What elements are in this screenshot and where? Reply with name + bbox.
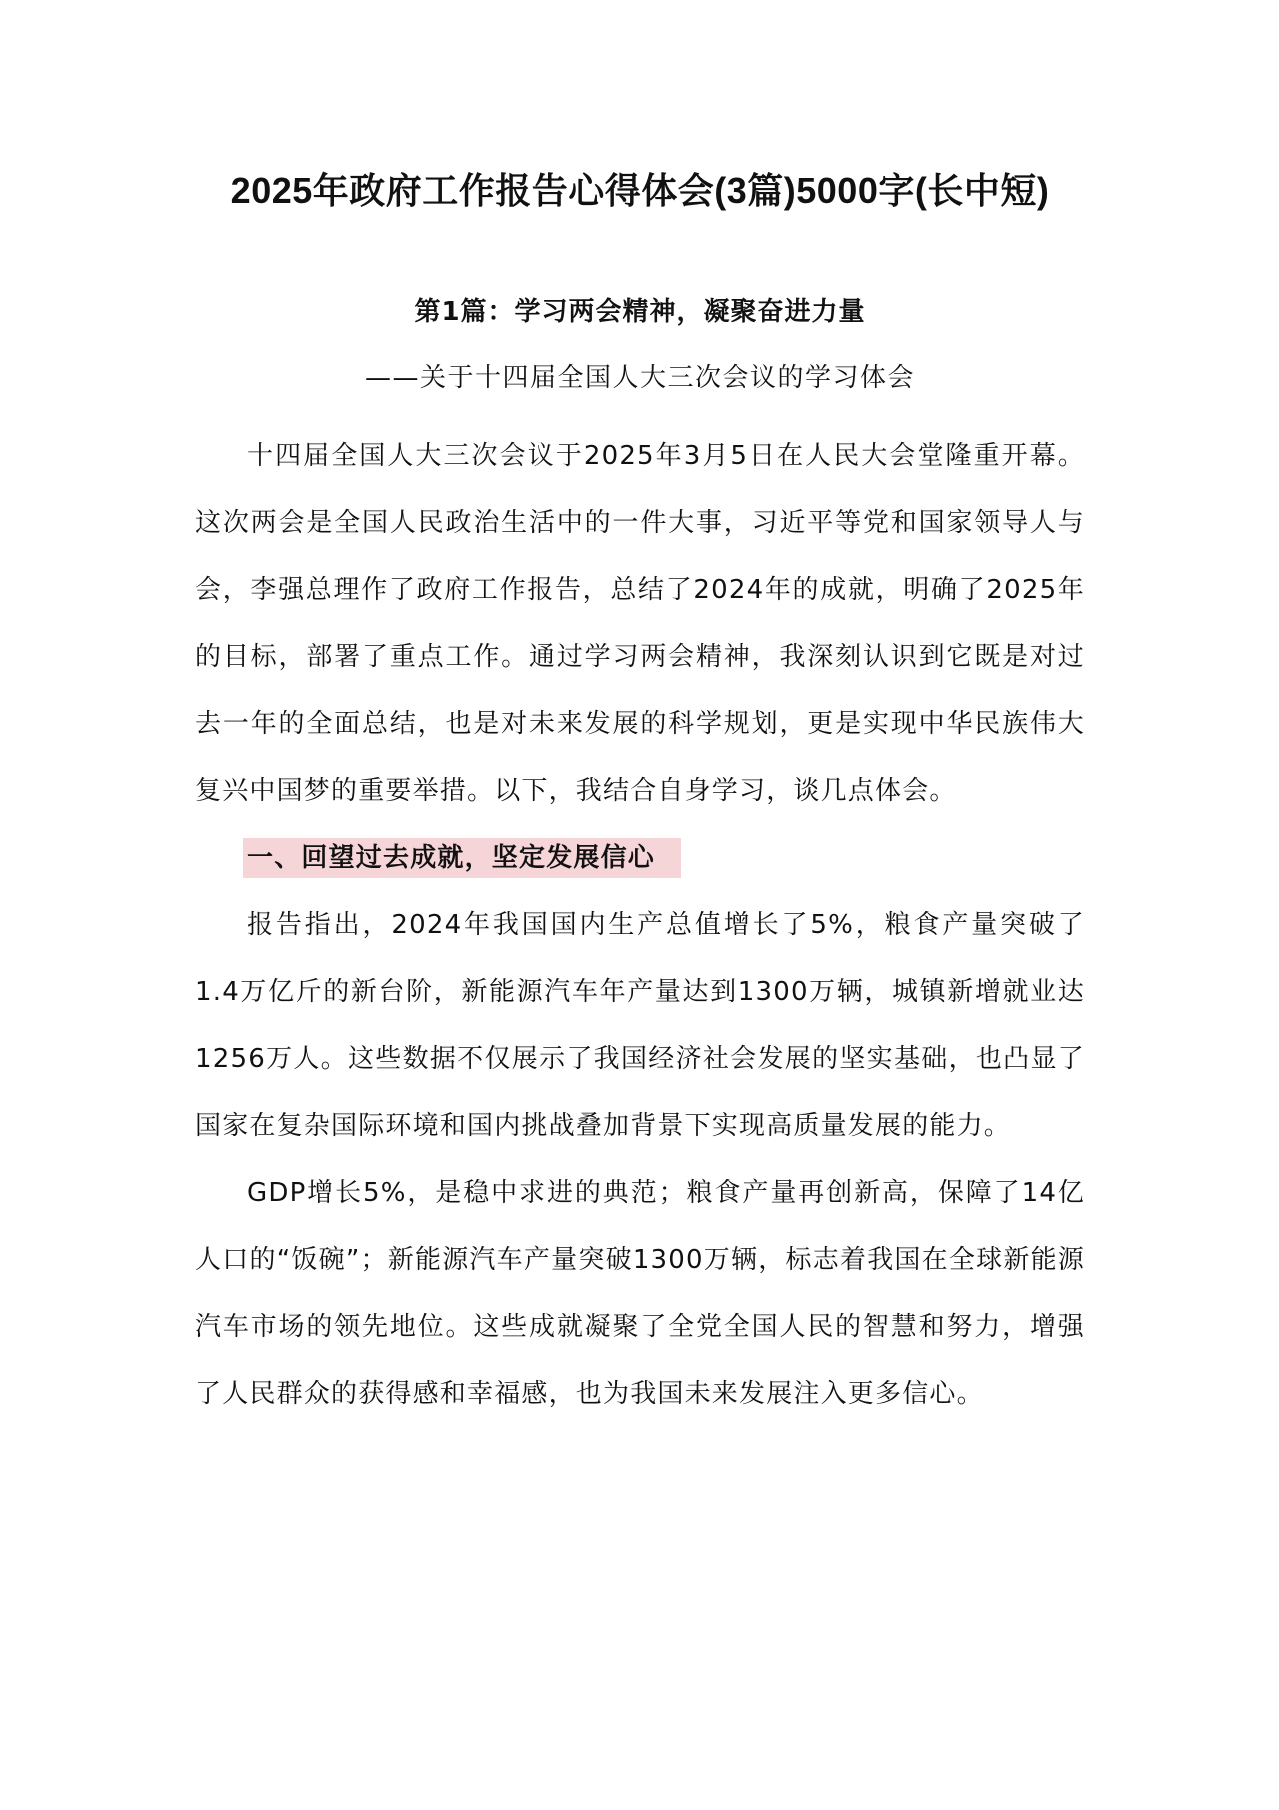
article-subtitle: ——关于十四届全国人大三次会议的学习体会 bbox=[364, 363, 915, 393]
section-1-paragraph-1: 报告指出，2024年我国国内生产总值增长了5%，粮食产量突破了1.4万亿斤的新台阶，新能源汽车年产量达到1300万辆，城镇新增就业达1256万人。这些数据不仅展示了我国经济社会发展的坚实基础，也凸显了国家在复杂国际环境和国内挑战叠加背景下实现高质量发展的能力。 bbox=[195, 910, 1085, 1141]
section-1-paragraph-2: GDP增长5%，是稳中求进的典范；粮食产量再创新高，保障了14亿人口的“饭碗”；新能源汽车产量突破1300万辆，标志着我国在全球新能源汽车市场的领先地位。这些成就凝聚了全党全国人民的智慧和努力，增强了人民群众的获得感和幸福感，也为我国未来发展注入更多信心。 bbox=[195, 1178, 1085, 1409]
intro-paragraph: 十四届全国人大三次会议于2025年3月5日在人民大会堂隆重开幕。这次两会是全国人民政治生活中的一件大事，习近平等党和国家领导人与会，李强总理作了政府工作报告，总结了2024年的成就，明确了2025年的目标，部署了重点工作。通过学习两会精神，我深刻认识到它既是对过去一年的全面总结，也是对未来发展的科学规划，更是实现中华民族伟大复兴中国梦的重要举措。以下，我结合自身学习，谈几点体会。 bbox=[195, 441, 1085, 806]
article-heading: 第1篇：学习两会精神，凝聚奋进力量 bbox=[414, 297, 866, 327]
section-heading-highlight: 一、回望过去成就，坚定发展信心 bbox=[243, 838, 681, 878]
section-heading-1 bbox=[195, 825, 1085, 892]
article-body bbox=[195, 423, 1085, 1428]
document-title: 2025年政府工作报告心得体会(3篇)5000字(长中短) bbox=[230, 170, 1050, 211]
